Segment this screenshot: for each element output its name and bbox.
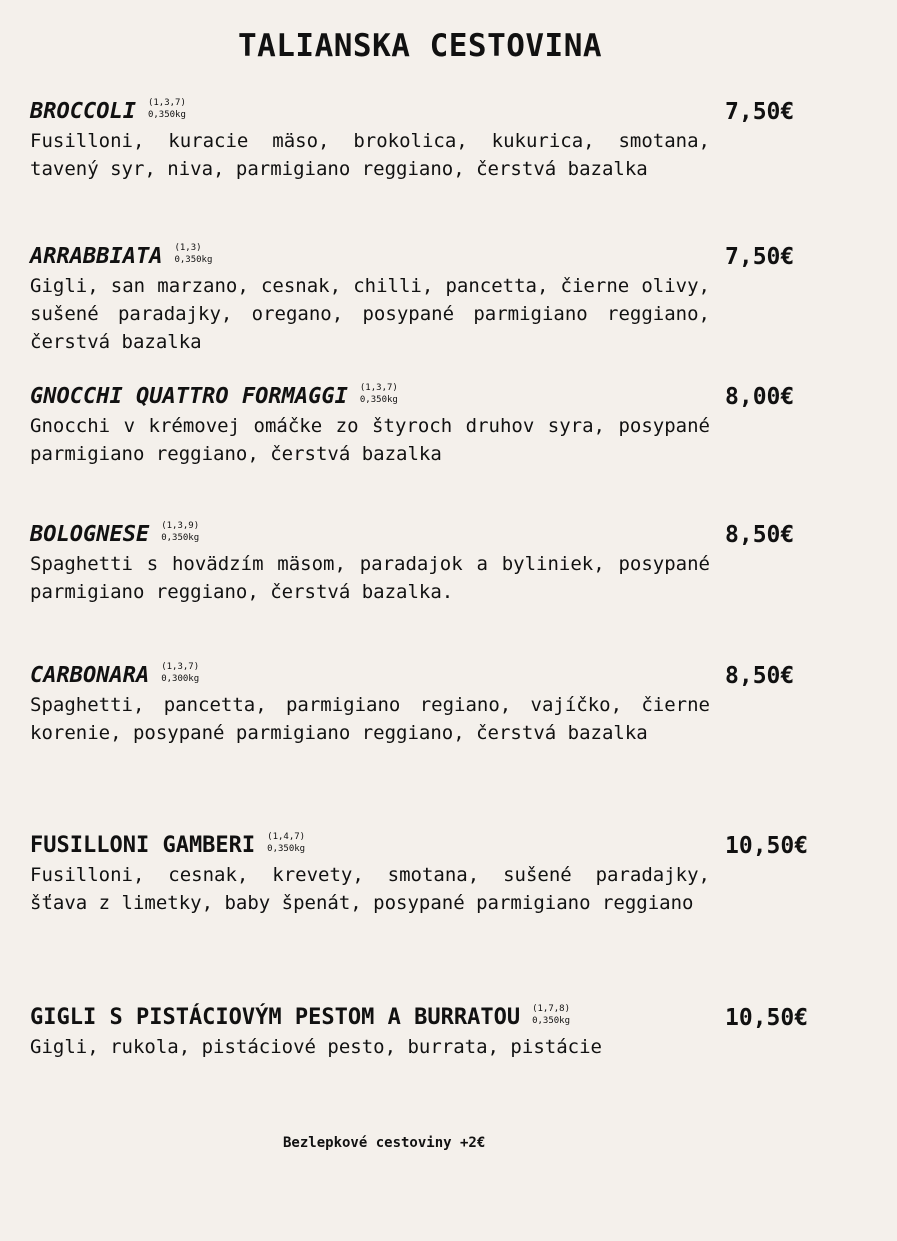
item-meta xyxy=(174,242,212,266)
menu-item-bolognese xyxy=(30,520,830,606)
item-description: Fusilloni, kuracie mäso, brokolica, kukurica, smotana, tavený syr, niva, parmigiano reggiano, čerstvá bazalka xyxy=(30,130,710,180)
item-name: FUSILLONI GAMBERI xyxy=(30,833,256,858)
menu-item-gnocchi xyxy=(30,382,830,468)
item-allergens: (1,3,9) xyxy=(161,521,200,531)
item-price: 7,50€ xyxy=(725,244,795,270)
menu-item-broccoli xyxy=(30,97,830,183)
item-name: BROCCOLI xyxy=(30,99,136,124)
menu-item-fusilloni-gamberi xyxy=(30,831,830,917)
item-allergens: (1,3,7) xyxy=(147,98,186,108)
item-allergens: (1,3,7) xyxy=(161,662,200,672)
item-weight: 0,350kg xyxy=(359,395,398,405)
page-title: TALIANSKA CESTOVINA xyxy=(237,28,603,64)
item-price: 8,50€ xyxy=(725,663,795,689)
item-price: 8,50€ xyxy=(725,522,795,548)
item-price: 10,50€ xyxy=(725,1005,809,1031)
item-weight: 0,350kg xyxy=(532,1016,571,1026)
item-description: Spaghetti, pancetta, parmigiano regiano, vajíčko, čierne korenie, posypané parmigiano reggiano, čerstvá bazalka xyxy=(30,694,710,744)
menu-item-gigli-pistacio xyxy=(30,1003,830,1061)
gluten-free-note: Bezlepkové cestoviny +2€ xyxy=(283,1135,486,1151)
item-weight: 0,300kg xyxy=(161,674,200,684)
item-price: 10,50€ xyxy=(725,833,809,859)
item-price: 8,00€ xyxy=(725,384,795,410)
item-weight: 0,350kg xyxy=(267,844,306,854)
item-weight: 0,350kg xyxy=(174,255,213,265)
item-weight: 0,350kg xyxy=(161,533,200,543)
item-description: Gnocchi v krémovej omáčke zo štyroch druhov syra, posypané parmigiano reggiano, čerstvá bazalka xyxy=(30,415,710,465)
item-meta xyxy=(161,520,199,544)
item-meta xyxy=(360,382,398,406)
item-description: Gigli, san marzano, cesnak, chilli, pancetta, čierne olivy, sušené paradajky, oregano, posypané parmigiano reggiano, čerstvá bazalka xyxy=(30,275,710,353)
menu-item-carbonara xyxy=(30,661,830,747)
item-description: Fusilloni, cesnak, krevety, smotana, sušené paradajky, šťava z limetky, baby špenát, posypané parmigiano reggiano xyxy=(30,864,710,914)
item-weight: 0,350kg xyxy=(147,110,186,120)
item-price: 7,50€ xyxy=(725,99,795,125)
item-allergens: (1,3) xyxy=(174,243,202,253)
item-meta xyxy=(267,831,305,855)
item-meta xyxy=(161,661,199,685)
item-meta xyxy=(532,1003,570,1027)
item-allergens: (1,3,7) xyxy=(359,383,398,393)
item-meta xyxy=(148,97,186,121)
item-description: Gigli, rukola, pistáciové pesto, burrata, pistácie xyxy=(30,1036,602,1058)
item-name: GIGLI S PISTÁCIOVÝM PESTOM A BURRATOU xyxy=(30,1005,521,1030)
item-name: ARRABBIATA xyxy=(30,244,163,269)
item-name: BOLOGNESE xyxy=(30,522,150,547)
item-description: Spaghetti s hovädzím mäsom, paradajok a byliniek, posypané parmigiano reggiano, čerstvá bazalka. xyxy=(30,553,710,603)
item-name: GNOCCHI QUATTRO FORMAGGI xyxy=(30,384,348,409)
item-allergens: (1,7,8) xyxy=(532,1004,571,1014)
menu-item-arrabbiata xyxy=(30,242,830,356)
item-name: CARBONARA xyxy=(30,663,150,688)
item-allergens: (1,4,7) xyxy=(267,832,306,842)
